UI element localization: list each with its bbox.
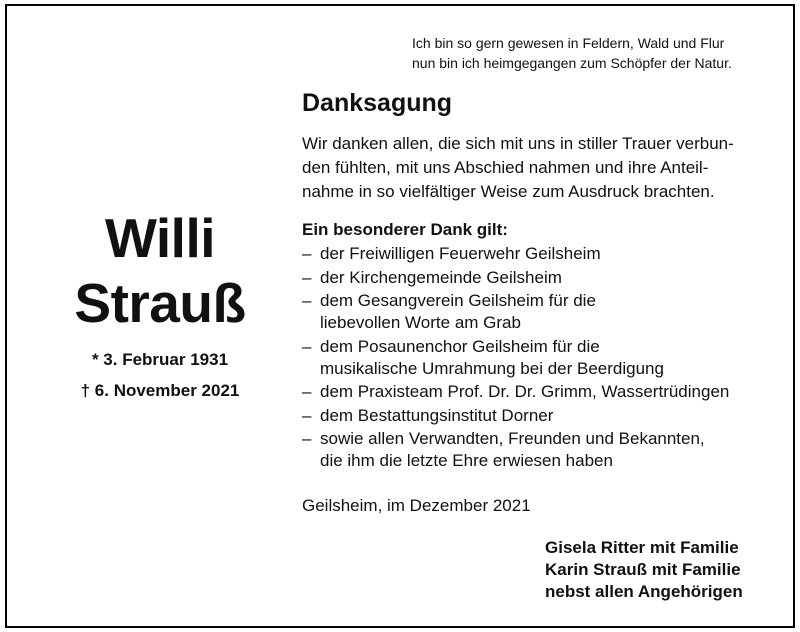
list-item: [302, 428, 782, 472]
signature-line: Gisela Ritter mit Familie: [545, 538, 739, 557]
list-item-line: der Kirchengemeinde Geilsheim: [320, 267, 562, 287]
list-item-line: der Freiwilligen Feuerwehr Geilsheim: [320, 244, 601, 263]
dash-glyph: –: [302, 405, 312, 425]
list-item-line: liebevollen Worte am Grab: [320, 313, 521, 332]
list-item-line: musikalische Umrahmung bei der Beerdigung: [320, 358, 664, 378]
signature-line: nebst allen Angehörigen: [545, 582, 743, 601]
list-item: [302, 290, 782, 334]
list-item: [302, 405, 782, 427]
special-thanks-title: Ein besonderer Dank gilt:: [302, 220, 508, 239]
dash-glyph: –: [302, 291, 312, 310]
dash-glyph: –: [302, 336, 312, 356]
dash-glyph: –: [302, 429, 312, 448]
list-item-line: die ihm die letzte Ehre erwiesen haben: [320, 451, 613, 470]
deceased-block: [60, 206, 260, 406]
signature-block: [545, 537, 785, 603]
last-name: Strauß: [74, 272, 246, 334]
death-date: † 6. November 2021: [80, 381, 240, 400]
intro-line: nahme in so vielfältiger Weise zum Ausdruck brachten.: [302, 182, 715, 201]
dash-glyph: –: [302, 244, 312, 263]
first-name: Willi: [104, 207, 216, 269]
birth-date: * 3. Februar 1931: [91, 350, 229, 369]
list-item: [302, 267, 782, 289]
list-item-line: dem Posaunenchor Geilsheim für die: [320, 336, 600, 356]
quote-line: Ich bin so gern gewesen in Feldern, Wald und Flur: [412, 35, 725, 51]
quote-line: nun bin ich heimgegangen zum Schöpfer der Natur.: [412, 55, 732, 71]
thanks-list: [302, 243, 782, 472]
list-item: [302, 243, 782, 265]
list-item-line: dem Gesangverein Geilsheim für die: [320, 291, 596, 310]
signature-line: Karin Strauß mit Familie: [545, 560, 741, 579]
list-item-line: dem Praxisteam Prof. Dr. Dr. Grimm, Wassertrüdingen: [320, 382, 730, 401]
list-item: [302, 381, 782, 403]
list-item-line: dem Bestattungsinstitut Dorner: [320, 405, 554, 425]
intro-text: [302, 132, 782, 204]
intro-line: den fühlten, mit uns Abschied nahmen und ihre Anteil-: [302, 158, 709, 177]
life-dates: [60, 344, 260, 406]
list-item: [302, 336, 782, 380]
place-date: Geilsheim, im Dezember 2021: [302, 496, 531, 515]
thanks-block: [302, 88, 782, 518]
dash-glyph: –: [302, 267, 312, 287]
page-title: Danksagung: [302, 89, 453, 117]
memorial-quote: [412, 33, 772, 73]
list-item-line: sowie allen Verwandten, Freunden und Bekannten,: [320, 429, 705, 448]
intro-line: Wir danken allen, die sich mit uns in stiller Trauer verbun-: [302, 134, 734, 153]
dash-glyph: –: [302, 382, 312, 401]
